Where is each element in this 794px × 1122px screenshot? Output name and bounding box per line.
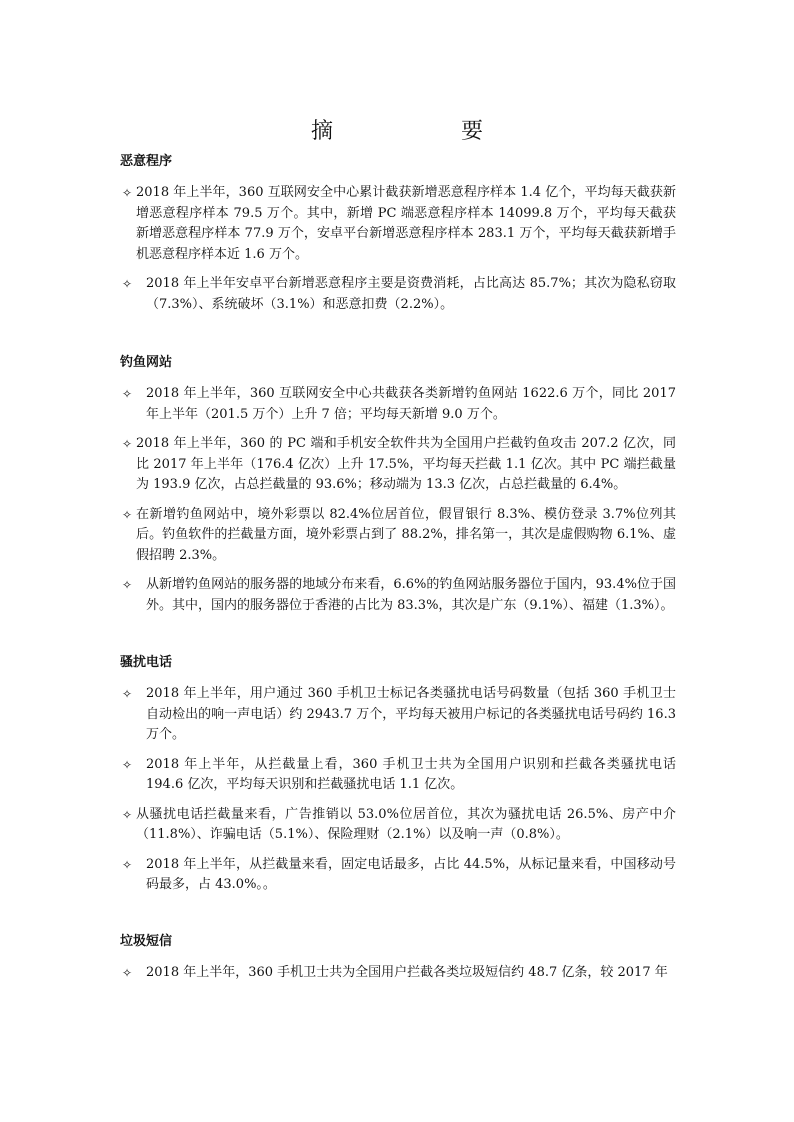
- bullet-text: 2018 年上半年，360 手机卫士共为全国用户拦截各类垃圾短信约 48.7 亿条，较 2017 年: [146, 965, 668, 980]
- list-item: [120, 505, 676, 567]
- bullet-text: 2018 年上半年安卓平台新增恶意程序主要是资费消耗，占比高达 85.7%；其次为隐私窃取（7.3%）、系统破坏（3.1%）和恶意扣费（2.2%）。: [146, 276, 676, 312]
- section-spam-sms: [120, 933, 676, 993]
- bullet-text: 从骚扰电话拦截量来看，广告推销以 53.0%位居首位，其次为骚扰电话 26.5%、房产中介（11.8%）、诈骗电话（5.1%）、保险理财（2.1%）以及响一声（0.8%）。: [136, 806, 676, 842]
- diamond-bullet-icon: ✧: [121, 277, 133, 291]
- section-phishing: [120, 354, 676, 625]
- section-heading: 垃圾短信: [120, 934, 173, 949]
- diamond-bullet-icon: ✧: [121, 578, 133, 592]
- list-item: [120, 963, 676, 984]
- section-heading: 骚扰电话: [120, 655, 173, 670]
- bullet-text: 2018 年上半年，用户通过 360 手机卫士标记各类骚扰电话号码数量（包括 360 手机卫士自动检出的响一声电话）约 2943.7 万个，平均每天被用户标记的各类骚扰电话号码约 16.3 万个。: [146, 686, 676, 742]
- diamond-bullet-icon: ✧: [121, 186, 133, 200]
- diamond-bullet-icon: ✧: [121, 857, 133, 872]
- bullet-text: 在新增钓鱼网站中，境外彩票以 82.4%位居首位，假冒银行 8.3%、模仿登录 3.7%位列其后。钓鱼软件的拦截量方面，境外彩票占到了 88.2%，排名第一，其次是虚假购物 6.1%、虚假招聘 2.3%。: [136, 506, 676, 563]
- list-item: [120, 684, 676, 746]
- diamond-bullet-icon: ✧: [121, 807, 133, 822]
- section-harassment-calls: [120, 654, 676, 905]
- diamond-bullet-icon: ✧: [121, 966, 133, 980]
- list-item: [120, 855, 676, 896]
- diamond-bullet-icon: ✧: [121, 687, 133, 701]
- bullet-text: 从新增钓鱼网站的服务器的地域分布来看，6.6%的钓鱼网站服务器位于国内，93.4%位于国外。其中，国内的服务器位于香港的占比为 83.3%，其次是广东（9.1%）、福建（1.3%）。: [146, 577, 676, 613]
- diamond-bullet-icon: ✧: [121, 757, 133, 772]
- bullet-text: 2018 年上半年，从拦截量来看，固定电话最多，占比 44.5%，从标记量来看，中国移动号码最多，占 43.0%。。: [146, 856, 676, 892]
- diamond-bullet-icon: ✧: [121, 387, 133, 401]
- diamond-bullet-icon: ✧: [121, 437, 133, 451]
- diamond-bullet-icon: ✧: [121, 507, 133, 522]
- list-item: [120, 755, 676, 796]
- list-item: [120, 384, 676, 425]
- bullet-text: 2018 年上半年，360 互联网安全中心共截获各类新增钓鱼网站 1622.6 万个，同比 2017 年上半年（201.5 万个）上升 7 倍；平均每天新增 9.0 万个。: [146, 386, 676, 422]
- bullet-text: 2018 年上半年，360 的 PC 端和手机安全软件共为全国用户拦截钓鱼攻击 207.2 亿次，同比 2017 年上半年（176.4 亿次）上升 17.5%，平均每天拦截 1.1 亿次。其中 PC 端拦截量为 193.9 亿次，占总拦截量的 93.6%；移动端为 13.3 亿次，占总拦截量的 6.4%。: [136, 436, 676, 492]
- list-item: [120, 575, 676, 616]
- page-title: 摘 要: [310, 119, 511, 144]
- section-heading: 恶意程序: [120, 154, 173, 169]
- list-item: [120, 183, 676, 265]
- list-item: [120, 434, 676, 496]
- section-malware: [120, 153, 676, 324]
- section-heading: 钓鱼网站: [120, 355, 173, 370]
- bullet-text: 2018 年上半年，从拦截量上看，360 手机卫士共为全国用户识别和拦截各类骚扰电话 194.6 亿次，平均每天识别和拦截骚扰电话 1.1 亿次。: [146, 756, 676, 792]
- bullet-text: 2018 年上半年，360 互联网安全中心累计截获新增恶意程序样本 1.4 亿个，平均每天截获新增恶意程序样本 79.5 万个。其中，新增 PC 端恶意程序样本 14099.8 万个，平均每天截获新增恶意程序样本 77.9 万个，安卓平台新增恶意程序样本 283.1 万个，平均每天截获新增手机恶意程序样本近 1.6 万个。: [136, 185, 676, 262]
- list-item: [120, 274, 676, 315]
- list-item: [120, 805, 676, 846]
